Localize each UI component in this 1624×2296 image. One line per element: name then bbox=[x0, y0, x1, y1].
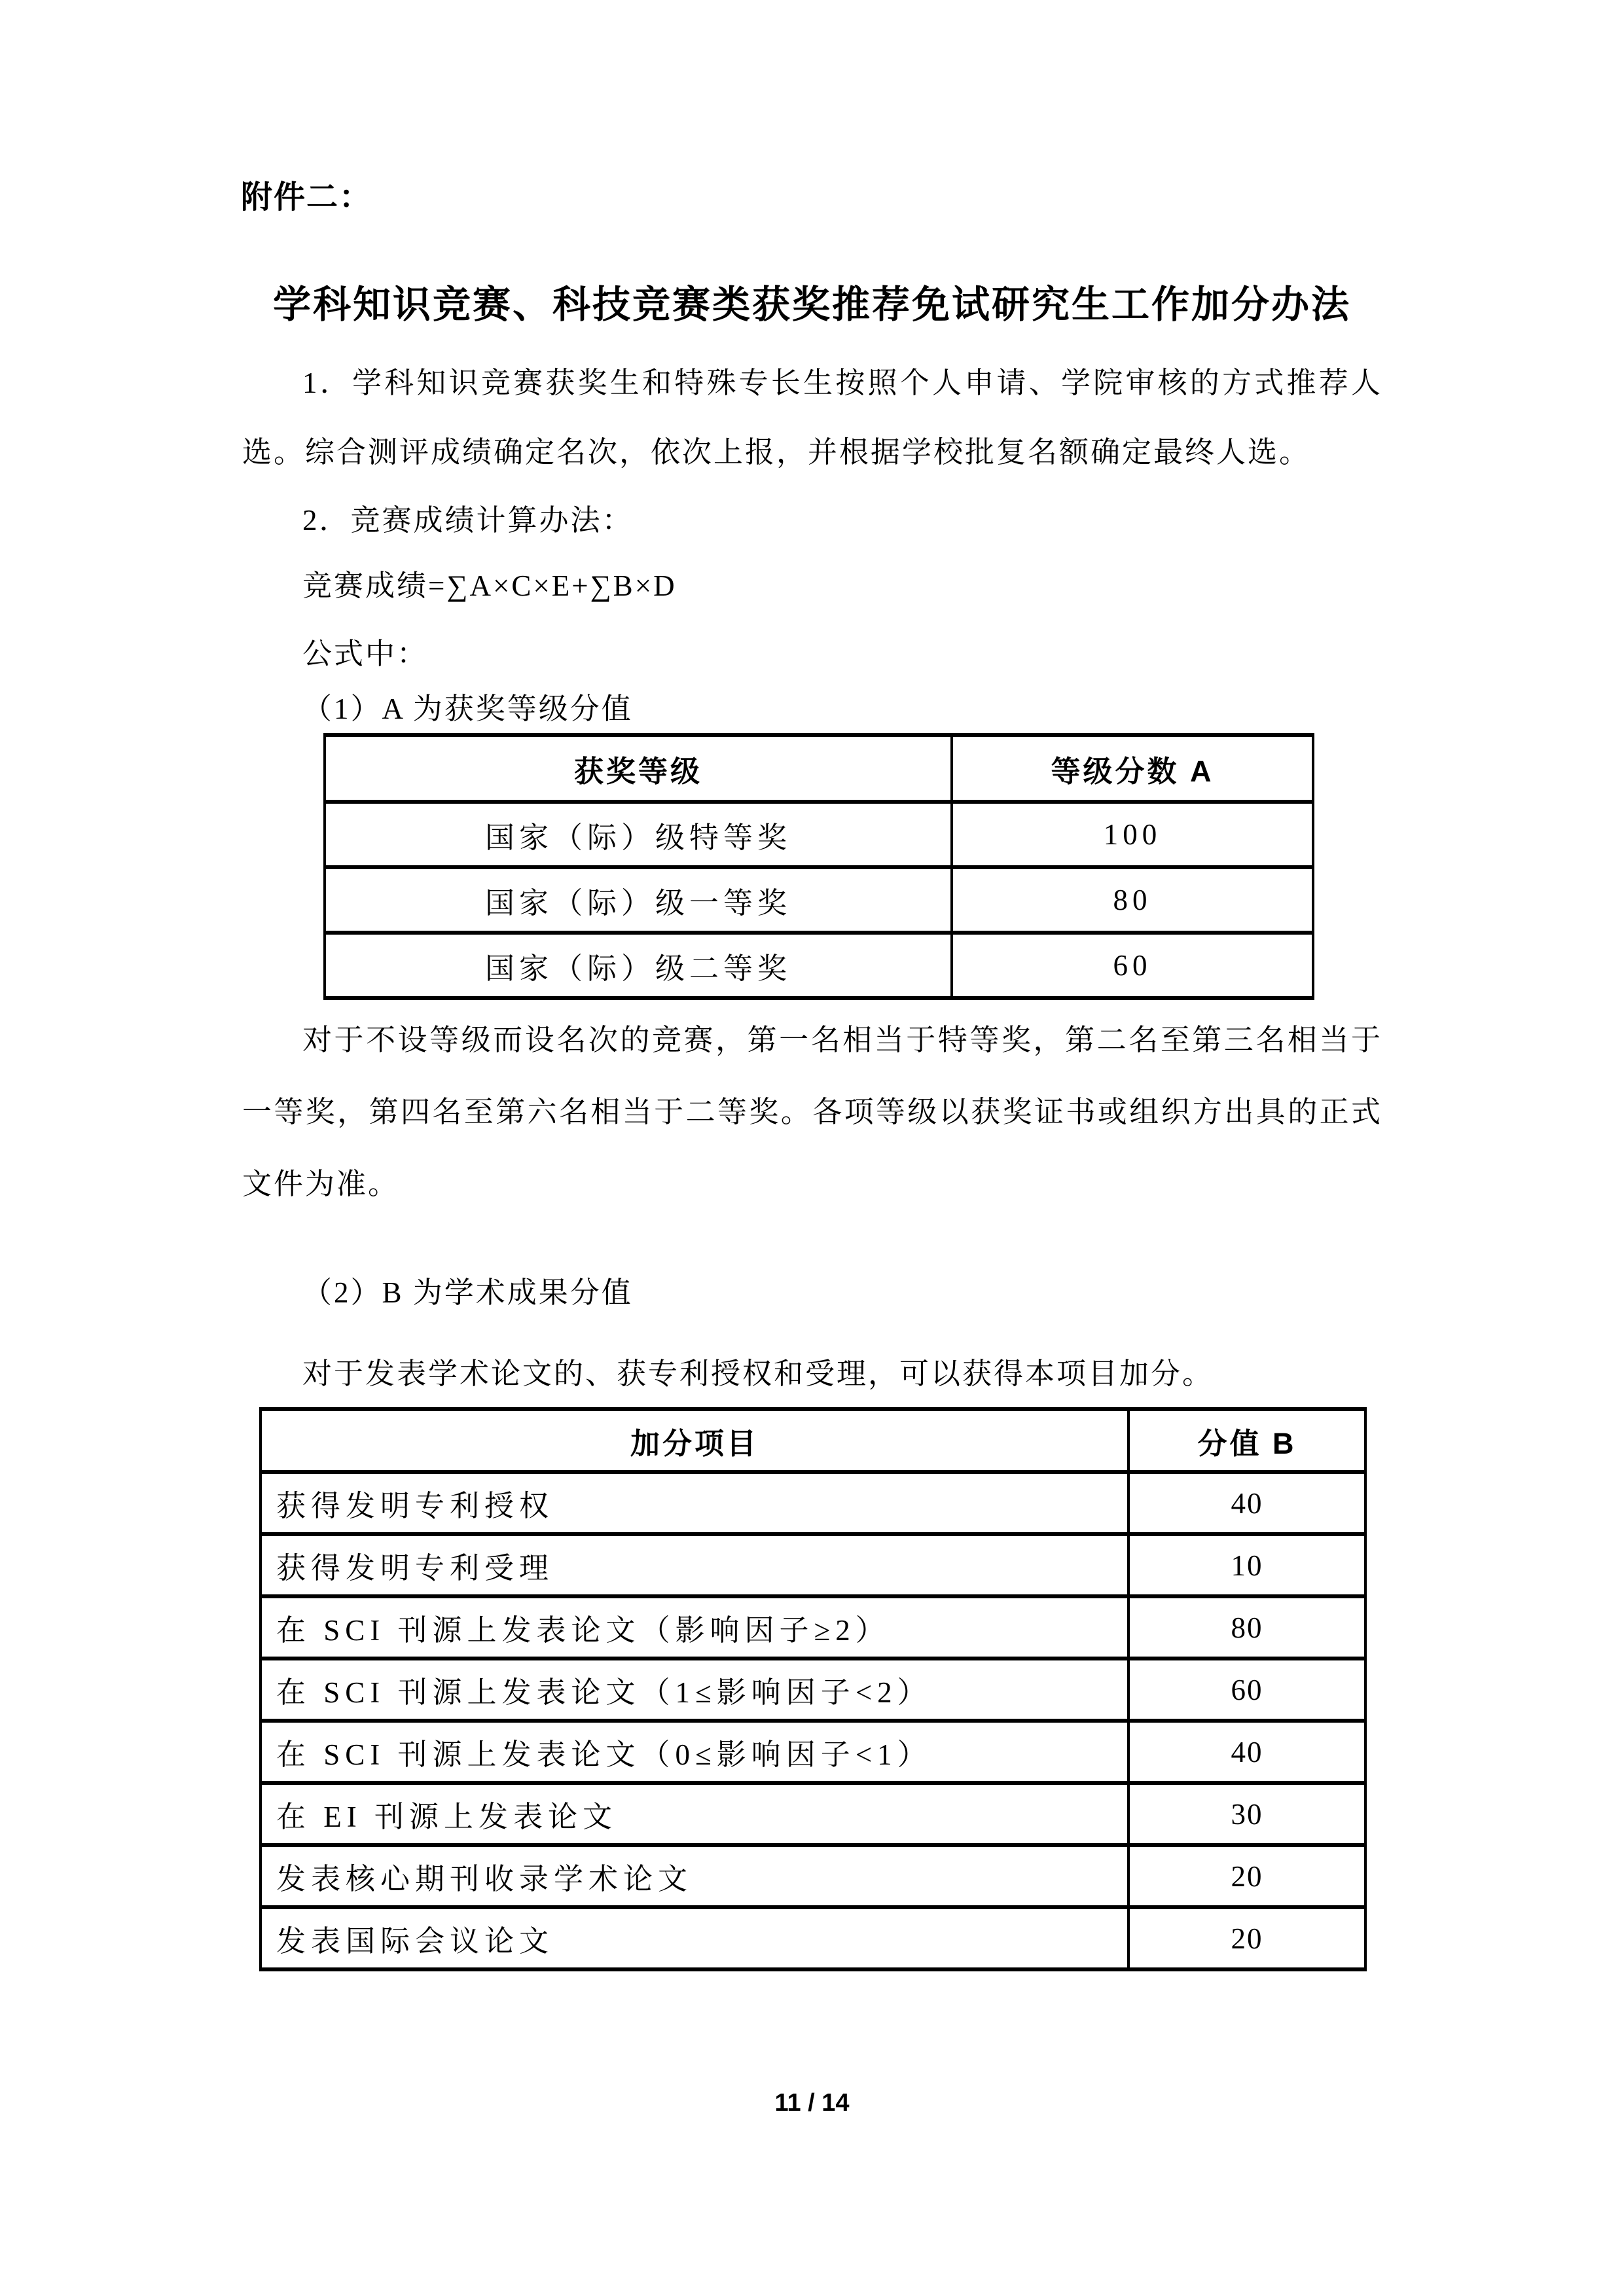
column-header-award-level: 获奖等级 bbox=[325, 735, 952, 802]
cell-score: 100 bbox=[952, 802, 1313, 867]
paragraph-rank-equivalence: 对于不设等级而设名次的竞赛，第一名相当于特等奖，第二名至第三名相当于一等奖，第四名至第六名相当于二等奖。各项等级以获奖证书或组织方出具的正式文件为准。 bbox=[242, 1024, 1382, 1200]
cell-bonus-item: 在 SCI 刊源上发表论文（影响因子≥2） bbox=[261, 1596, 1128, 1659]
cell-award-level: 国家（际）级特等奖 bbox=[325, 802, 952, 867]
bonus-items-table bbox=[259, 1407, 1367, 1971]
cell-score: 40 bbox=[1128, 1721, 1365, 1783]
table-row bbox=[261, 1721, 1365, 1783]
cell-bonus-item: 在 SCI 刊源上发表论文（1≤影响因子<2） bbox=[261, 1659, 1128, 1721]
page-title: 学科知识竞赛、科技竞赛类获奖推荐免试研究生工作加分办法 bbox=[272, 283, 1351, 326]
score-formula: 竞赛成绩=∑A×C×E+∑B×D bbox=[302, 569, 677, 602]
paragraph-calc-method: 2．竞赛成绩计算办法： bbox=[302, 504, 634, 537]
table-row bbox=[261, 1907, 1365, 1969]
cell-bonus-item: 发表国际会议论文 bbox=[261, 1907, 1128, 1969]
table-row bbox=[261, 1472, 1365, 1534]
item-a-heading: （1）A 为获奖等级分值 bbox=[302, 692, 633, 725]
table-row bbox=[261, 1596, 1365, 1659]
table-row bbox=[325, 802, 1313, 867]
cell-score: 80 bbox=[952, 867, 1313, 933]
table-header-row bbox=[261, 1409, 1365, 1472]
paragraph-selection-method: 1．学科知识竞赛获奖生和特殊专长生按照个人申请、学院审核的方式推荐人选。综合测评成绩确定名次，依次上报，并根据学校批复名额确定最终人选。 bbox=[242, 367, 1382, 469]
cell-score: 20 bbox=[1128, 1845, 1365, 1907]
table-row bbox=[325, 867, 1313, 933]
cell-bonus-item: 获得发明专利授权 bbox=[261, 1472, 1128, 1534]
cell-score: 60 bbox=[952, 933, 1313, 998]
column-header-score-b: 分值 B bbox=[1128, 1409, 1365, 1472]
cell-score: 20 bbox=[1128, 1907, 1365, 1969]
paragraph-academic-bonus: 对于发表学术论文的、获专利授权和受理，可以获得本项目加分。 bbox=[302, 1357, 1214, 1390]
item-b-heading: （2）B 为学术成果分值 bbox=[302, 1276, 633, 1309]
cell-score: 10 bbox=[1128, 1534, 1365, 1596]
page-number: 11 / 14 bbox=[774, 2089, 850, 2117]
table-row bbox=[261, 1659, 1365, 1721]
cell-bonus-item: 在 EI 刊源上发表论文 bbox=[261, 1783, 1128, 1845]
award-level-table bbox=[323, 733, 1314, 1000]
attachment-label: 附件二： bbox=[241, 180, 372, 215]
formula-intro: 公式中： bbox=[302, 637, 429, 670]
cell-award-level: 国家（际）级一等奖 bbox=[325, 867, 952, 933]
table-row bbox=[261, 1783, 1365, 1845]
cell-bonus-item: 发表核心期刊收录学术论文 bbox=[261, 1845, 1128, 1907]
cell-score: 40 bbox=[1128, 1472, 1365, 1534]
cell-award-level: 国家（际）级二等奖 bbox=[325, 933, 952, 998]
cell-bonus-item: 在 SCI 刊源上发表论文（0≤影响因子<1） bbox=[261, 1721, 1128, 1783]
cell-score: 30 bbox=[1128, 1783, 1365, 1845]
column-header-score-a: 等级分数 A bbox=[952, 735, 1313, 802]
table-row bbox=[325, 933, 1313, 998]
column-header-bonus-item: 加分项目 bbox=[261, 1409, 1128, 1472]
table-row bbox=[261, 1845, 1365, 1907]
cell-score: 80 bbox=[1128, 1596, 1365, 1659]
cell-bonus-item: 获得发明专利受理 bbox=[261, 1534, 1128, 1596]
table-row bbox=[261, 1534, 1365, 1596]
table-header-row bbox=[325, 735, 1313, 802]
cell-score: 60 bbox=[1128, 1659, 1365, 1721]
